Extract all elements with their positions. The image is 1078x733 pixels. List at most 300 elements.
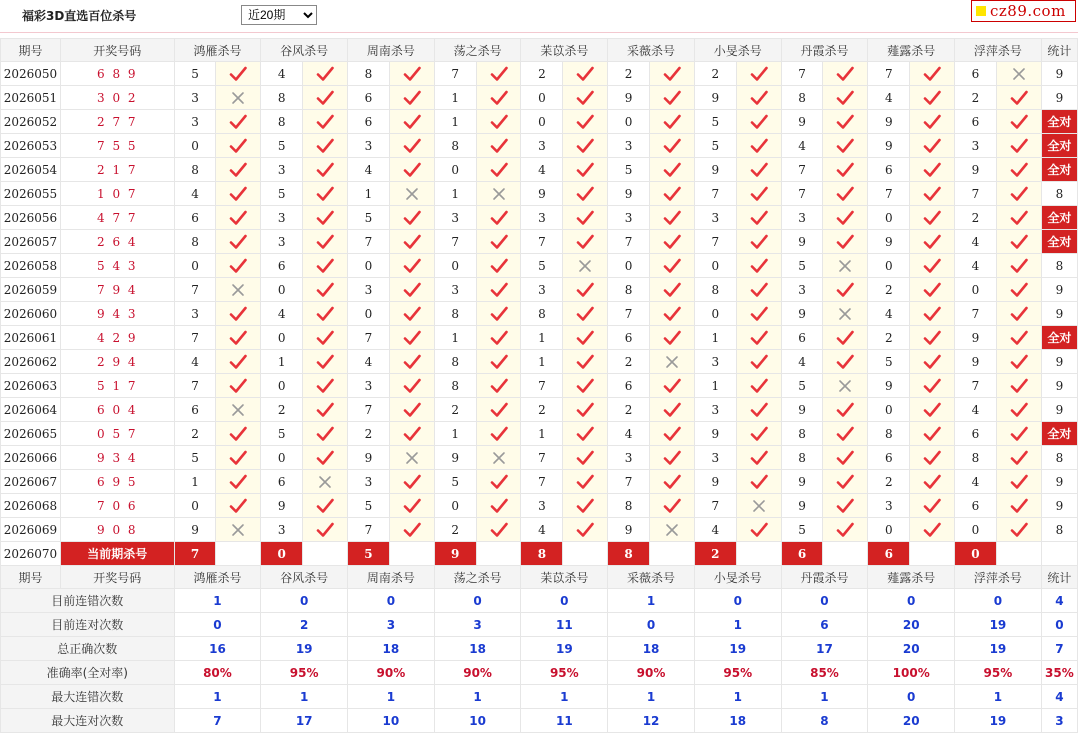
- all-right-badge: 全对: [1041, 230, 1077, 254]
- check-mark-icon: [216, 110, 261, 134]
- stats-value: 17: [261, 709, 348, 733]
- stats-value: 19: [521, 637, 608, 661]
- table-row: [1, 158, 1078, 182]
- period-select[interactable]: [241, 5, 317, 25]
- kill-number-cell: 3: [348, 470, 390, 494]
- kill-number-cell: 7: [694, 230, 736, 254]
- header-method: 谷风杀号: [261, 566, 348, 589]
- stats-value: 7: [174, 709, 261, 733]
- kill-number-cell: 7: [174, 278, 216, 302]
- check-mark-icon: [389, 326, 434, 350]
- check-mark-icon: [216, 302, 261, 326]
- kill-number-cell: 4: [348, 350, 390, 374]
- stats-row: [1, 685, 1078, 709]
- check-mark-icon: [563, 62, 608, 86]
- check-mark-icon: [563, 110, 608, 134]
- kill-number-cell: 2: [955, 206, 997, 230]
- stats-value: 1: [694, 613, 781, 637]
- table-row: [1, 182, 1078, 206]
- kill-number-cell: 3: [521, 494, 563, 518]
- check-mark-icon: [910, 158, 955, 182]
- check-mark-icon: [389, 470, 434, 494]
- check-mark-icon: [216, 254, 261, 278]
- kill-number-cell: 5: [348, 494, 390, 518]
- kill-number-cell: 6: [955, 110, 997, 134]
- header-method: 荡之杀号: [434, 566, 521, 589]
- cross-mark-icon: [389, 182, 434, 206]
- kill-number-cell: 7: [434, 62, 476, 86]
- check-mark-icon: [996, 158, 1041, 182]
- kill-number-cell: 9: [868, 110, 910, 134]
- kill-number-cell: 4: [261, 62, 303, 86]
- check-mark-icon: [910, 374, 955, 398]
- check-mark-icon: [736, 446, 781, 470]
- check-mark-icon: [736, 374, 781, 398]
- cross-mark-icon: [996, 62, 1041, 86]
- check-mark-icon: [389, 206, 434, 230]
- page-title: 福彩3D直选百位杀号: [22, 9, 137, 23]
- current-empty-cell: [216, 542, 261, 566]
- draw-number-cell: 7 5 5: [60, 134, 174, 158]
- table-row: [1, 422, 1078, 446]
- kill-number-cell: 3: [781, 206, 823, 230]
- stats-value: 10: [348, 709, 435, 733]
- current-kill-number: 9: [434, 542, 476, 566]
- kill-number-cell: 5: [781, 518, 823, 542]
- check-mark-icon: [389, 518, 434, 542]
- check-mark-icon: [389, 350, 434, 374]
- check-mark-icon: [476, 254, 521, 278]
- check-mark-icon: [736, 350, 781, 374]
- stats-value: 12: [608, 709, 695, 733]
- check-mark-icon: [389, 62, 434, 86]
- table-row: [1, 494, 1078, 518]
- draw-number-cell: 2 9 4: [60, 350, 174, 374]
- stats-value: 20: [868, 637, 955, 661]
- kill-number-cell: 4: [694, 518, 736, 542]
- check-mark-icon: [216, 206, 261, 230]
- kill-number-cell: 7: [608, 302, 650, 326]
- stat-cell: 8: [1041, 254, 1077, 278]
- kill-number-cell: 9: [781, 110, 823, 134]
- header-row: [1, 39, 1078, 62]
- check-mark-icon: [563, 182, 608, 206]
- check-mark-icon: [996, 374, 1041, 398]
- issue-cell: 2026052: [1, 110, 61, 134]
- check-mark-icon: [303, 278, 348, 302]
- check-mark-icon: [996, 494, 1041, 518]
- check-mark-icon: [650, 86, 695, 110]
- stat-cell: 9: [1041, 398, 1077, 422]
- all-right-badge: 全对: [1041, 422, 1077, 446]
- check-mark-icon: [823, 494, 868, 518]
- kill-number-cell: 7: [348, 398, 390, 422]
- kill-number-cell: 3: [868, 494, 910, 518]
- current-kill-number: 6: [781, 542, 823, 566]
- kill-number-cell: 3: [608, 446, 650, 470]
- kill-number-cell: 2: [868, 326, 910, 350]
- kill-number-cell: 3: [694, 206, 736, 230]
- check-mark-icon: [563, 494, 608, 518]
- check-mark-icon: [389, 398, 434, 422]
- check-mark-icon: [910, 134, 955, 158]
- kill-number-cell: 6: [868, 446, 910, 470]
- stats-row: [1, 613, 1078, 637]
- issue-cell: 2026056: [1, 206, 61, 230]
- draw-number-cell: 4 2 9: [60, 326, 174, 350]
- check-mark-icon: [910, 110, 955, 134]
- cross-mark-icon: [563, 254, 608, 278]
- kill-number-table: [0, 38, 1078, 733]
- check-mark-icon: [650, 254, 695, 278]
- stats-value: 18: [348, 637, 435, 661]
- draw-number-cell: 1 0 7: [60, 182, 174, 206]
- table-row: [1, 230, 1078, 254]
- check-mark-icon: [996, 206, 1041, 230]
- kill-number-cell: 9: [955, 350, 997, 374]
- check-mark-icon: [650, 206, 695, 230]
- stats-value: 80%: [174, 661, 261, 685]
- check-mark-icon: [303, 326, 348, 350]
- draw-number-cell: 5 1 7: [60, 374, 174, 398]
- stats-value: 3: [434, 613, 521, 637]
- cross-mark-icon: [650, 350, 695, 374]
- kill-number-cell: 0: [174, 494, 216, 518]
- stats-value: 100%: [868, 661, 955, 685]
- stats-value: 19: [694, 637, 781, 661]
- check-mark-icon: [650, 110, 695, 134]
- check-mark-icon: [736, 182, 781, 206]
- kill-number-cell: 9: [348, 446, 390, 470]
- check-mark-icon: [216, 134, 261, 158]
- check-mark-icon: [823, 62, 868, 86]
- stats-total: 4: [1041, 685, 1077, 709]
- stats-value: 11: [521, 709, 608, 733]
- kill-number-cell: 6: [348, 110, 390, 134]
- kill-number-cell: 8: [434, 350, 476, 374]
- kill-number-cell: 0: [694, 302, 736, 326]
- current-period-row: [1, 542, 1078, 566]
- kill-number-cell: 5: [694, 134, 736, 158]
- kill-number-cell: 7: [174, 374, 216, 398]
- kill-number-cell: 3: [694, 350, 736, 374]
- kill-number-cell: 8: [434, 134, 476, 158]
- kill-number-cell: 9: [261, 494, 303, 518]
- kill-number-cell: 7: [521, 446, 563, 470]
- kill-number-cell: 5: [868, 350, 910, 374]
- kill-number-cell: 2: [608, 62, 650, 86]
- check-mark-icon: [736, 86, 781, 110]
- kill-number-cell: 6: [781, 326, 823, 350]
- stats-value: 8: [781, 709, 868, 733]
- cross-mark-icon: [216, 86, 261, 110]
- check-mark-icon: [736, 206, 781, 230]
- check-mark-icon: [389, 230, 434, 254]
- kill-number-cell: 0: [608, 254, 650, 278]
- check-mark-icon: [823, 518, 868, 542]
- check-mark-icon: [910, 278, 955, 302]
- table-row: [1, 374, 1078, 398]
- current-kill-number: 0: [955, 542, 997, 566]
- check-mark-icon: [650, 422, 695, 446]
- check-mark-icon: [216, 62, 261, 86]
- check-mark-icon: [303, 86, 348, 110]
- kill-number-cell: 7: [694, 182, 736, 206]
- check-mark-icon: [910, 254, 955, 278]
- kill-number-cell: 9: [694, 422, 736, 446]
- check-mark-icon: [216, 470, 261, 494]
- check-mark-icon: [389, 494, 434, 518]
- stats-value: 1: [348, 685, 435, 709]
- check-mark-icon: [996, 86, 1041, 110]
- check-mark-icon: [476, 134, 521, 158]
- check-mark-icon: [650, 134, 695, 158]
- kill-number-cell: 3: [434, 206, 476, 230]
- stats-value: 10: [434, 709, 521, 733]
- check-mark-icon: [476, 86, 521, 110]
- stats-label: 最大连错次数: [1, 685, 175, 709]
- check-mark-icon: [216, 158, 261, 182]
- check-mark-icon: [476, 374, 521, 398]
- stats-label: 目前连错次数: [1, 589, 175, 613]
- stats-value: 18: [434, 637, 521, 661]
- check-mark-icon: [303, 374, 348, 398]
- kill-number-cell: 9: [608, 86, 650, 110]
- kill-number-cell: 5: [174, 62, 216, 86]
- kill-number-cell: 7: [174, 326, 216, 350]
- stats-value: 1: [174, 685, 261, 709]
- stats-value: 16: [174, 637, 261, 661]
- kill-number-cell: 8: [694, 278, 736, 302]
- kill-number-cell: 7: [868, 182, 910, 206]
- stats-value: 1: [608, 589, 695, 613]
- check-mark-icon: [823, 110, 868, 134]
- kill-number-cell: 0: [694, 254, 736, 278]
- kill-number-cell: 9: [868, 230, 910, 254]
- draw-number-cell: 2 7 7: [60, 110, 174, 134]
- check-mark-icon: [736, 254, 781, 278]
- check-mark-icon: [563, 470, 608, 494]
- kill-number-cell: 2: [868, 278, 910, 302]
- stats-value: 20: [868, 709, 955, 733]
- kill-number-cell: 2: [521, 398, 563, 422]
- cross-mark-icon: [823, 302, 868, 326]
- kill-number-cell: 4: [261, 302, 303, 326]
- draw-number-cell: 4 7 7: [60, 206, 174, 230]
- kill-number-cell: 0: [608, 110, 650, 134]
- check-mark-icon: [563, 326, 608, 350]
- kill-number-cell: 2: [608, 350, 650, 374]
- issue-cell: 2026050: [1, 62, 61, 86]
- check-mark-icon: [650, 446, 695, 470]
- draw-number-cell: 2 6 4: [60, 230, 174, 254]
- stats-value: 18: [694, 709, 781, 733]
- check-mark-icon: [823, 158, 868, 182]
- kill-number-cell: 5: [174, 446, 216, 470]
- kill-number-cell: 1: [521, 422, 563, 446]
- kill-number-cell: 3: [694, 398, 736, 422]
- stats-value: 1: [781, 685, 868, 709]
- kill-number-cell: 0: [868, 254, 910, 278]
- kill-number-cell: 1: [521, 350, 563, 374]
- check-mark-icon: [996, 254, 1041, 278]
- check-mark-icon: [563, 134, 608, 158]
- kill-number-cell: 0: [868, 518, 910, 542]
- kill-number-cell: 3: [955, 134, 997, 158]
- kill-number-cell: 6: [955, 62, 997, 86]
- stats-value: 19: [955, 613, 1042, 637]
- current-empty-cell: [303, 542, 348, 566]
- kill-number-cell: 3: [521, 278, 563, 302]
- table-row: [1, 518, 1078, 542]
- issue-cell: 2026053: [1, 134, 61, 158]
- stats-value: 6: [781, 613, 868, 637]
- kill-number-cell: 1: [521, 326, 563, 350]
- stats-value: 95%: [694, 661, 781, 685]
- check-mark-icon: [910, 422, 955, 446]
- check-mark-icon: [389, 422, 434, 446]
- kill-number-cell: 9: [174, 518, 216, 542]
- kill-number-cell: 3: [608, 134, 650, 158]
- kill-number-cell: 7: [348, 230, 390, 254]
- check-mark-icon: [563, 86, 608, 110]
- check-mark-icon: [823, 350, 868, 374]
- kill-number-cell: 0: [261, 326, 303, 350]
- kill-number-cell: 7: [521, 230, 563, 254]
- kill-number-cell: 0: [261, 374, 303, 398]
- stats-total: 4: [1041, 589, 1077, 613]
- kill-number-cell: 4: [608, 422, 650, 446]
- kill-number-cell: 6: [955, 422, 997, 446]
- header-method: 鸿雁杀号: [174, 39, 261, 62]
- check-mark-icon: [650, 398, 695, 422]
- kill-number-cell: 0: [868, 206, 910, 230]
- check-mark-icon: [650, 494, 695, 518]
- kill-number-cell: 9: [781, 470, 823, 494]
- check-mark-icon: [216, 182, 261, 206]
- check-mark-icon: [650, 374, 695, 398]
- stats-value: 1: [608, 685, 695, 709]
- kill-number-cell: 3: [348, 134, 390, 158]
- check-mark-icon: [650, 182, 695, 206]
- kill-number-cell: 2: [434, 398, 476, 422]
- table-row: [1, 446, 1078, 470]
- table-row: [1, 254, 1078, 278]
- check-mark-icon: [823, 398, 868, 422]
- check-mark-icon: [303, 230, 348, 254]
- check-mark-icon: [823, 422, 868, 446]
- current-issue-cell: 2026070: [1, 542, 61, 566]
- kill-number-cell: 7: [348, 326, 390, 350]
- stats-label: 准确率(全对率): [1, 661, 175, 685]
- check-mark-icon: [996, 326, 1041, 350]
- stats-value: 85%: [781, 661, 868, 685]
- current-kill-number: 0: [261, 542, 303, 566]
- check-mark-icon: [563, 158, 608, 182]
- check-mark-icon: [650, 278, 695, 302]
- kill-number-cell: 3: [174, 302, 216, 326]
- kill-number-cell: 8: [781, 446, 823, 470]
- kill-number-cell: 0: [434, 158, 476, 182]
- check-mark-icon: [303, 254, 348, 278]
- cross-mark-icon: [650, 518, 695, 542]
- issue-cell: 2026067: [1, 470, 61, 494]
- header-method: 周南杀号: [348, 39, 435, 62]
- check-mark-icon: [563, 422, 608, 446]
- kill-number-cell: 4: [521, 518, 563, 542]
- check-mark-icon: [650, 302, 695, 326]
- kill-number-cell: 4: [868, 302, 910, 326]
- check-mark-icon: [303, 494, 348, 518]
- kill-number-cell: 8: [348, 62, 390, 86]
- check-mark-icon: [910, 230, 955, 254]
- stats-row: [1, 709, 1078, 733]
- draw-number-cell: 2 1 7: [60, 158, 174, 182]
- check-mark-icon: [303, 62, 348, 86]
- kill-number-cell: 2: [434, 518, 476, 542]
- check-mark-icon: [996, 134, 1041, 158]
- cross-mark-icon: [303, 470, 348, 494]
- stats-value: 18: [608, 637, 695, 661]
- kill-number-cell: 7: [608, 470, 650, 494]
- stat-cell: 9: [1041, 62, 1077, 86]
- header-issue: 期号: [1, 39, 61, 62]
- all-right-badge: 全对: [1041, 206, 1077, 230]
- draw-number-cell: 9 4 3: [60, 302, 174, 326]
- check-mark-icon: [476, 398, 521, 422]
- kill-number-cell: 6: [261, 470, 303, 494]
- table-row: [1, 110, 1078, 134]
- header-stat: 统计: [1041, 566, 1077, 589]
- kill-number-cell: 7: [868, 62, 910, 86]
- kill-number-cell: 7: [348, 518, 390, 542]
- kill-number-cell: 9: [608, 182, 650, 206]
- header-draw: 开奖号码: [60, 39, 174, 62]
- current-empty-cell: [736, 542, 781, 566]
- kill-number-cell: 3: [261, 518, 303, 542]
- kill-number-cell: 7: [955, 182, 997, 206]
- check-mark-icon: [563, 206, 608, 230]
- check-mark-icon: [996, 350, 1041, 374]
- stats-value: 1: [694, 685, 781, 709]
- check-mark-icon: [216, 326, 261, 350]
- issue-cell: 2026065: [1, 422, 61, 446]
- check-mark-icon: [910, 494, 955, 518]
- kill-number-cell: 7: [434, 230, 476, 254]
- check-mark-icon: [216, 494, 261, 518]
- kill-number-cell: 9: [868, 134, 910, 158]
- kill-number-cell: 4: [521, 158, 563, 182]
- issue-cell: 2026057: [1, 230, 61, 254]
- site-logo[interactable]: [971, 0, 1076, 22]
- kill-number-cell: 5: [781, 254, 823, 278]
- check-mark-icon: [823, 182, 868, 206]
- stats-label: 总正确次数: [1, 637, 175, 661]
- kill-number-cell: 5: [521, 254, 563, 278]
- kill-number-cell: 4: [868, 86, 910, 110]
- check-mark-icon: [736, 230, 781, 254]
- stat-cell: 9: [1041, 350, 1077, 374]
- kill-number-cell: 4: [955, 254, 997, 278]
- check-mark-icon: [736, 62, 781, 86]
- kill-number-cell: 6: [608, 374, 650, 398]
- check-mark-icon: [996, 398, 1041, 422]
- current-label: 当前期杀号: [60, 542, 174, 566]
- stats-value: 1: [521, 685, 608, 709]
- kill-number-cell: 4: [348, 158, 390, 182]
- check-mark-icon: [303, 302, 348, 326]
- kill-number-cell: 2: [174, 422, 216, 446]
